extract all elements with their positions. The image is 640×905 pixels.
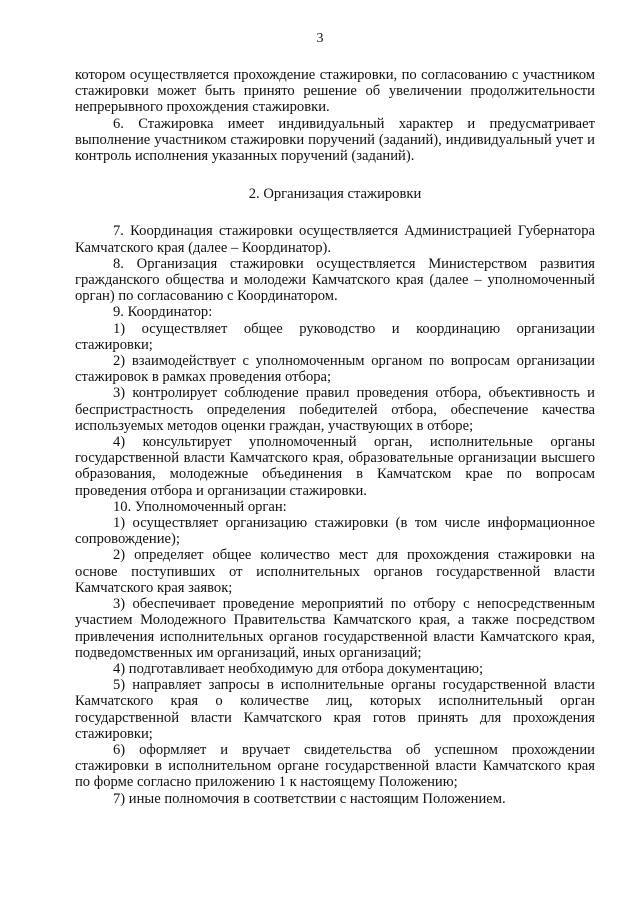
spacer [75,164,595,186]
list-item-9-1: 1) осуществляет общее руководство и координацию организации стажировки; [75,320,595,353]
list-item-10-1: 1) осуществляет организацию стажировки (в том числе информационное сопровождение); [75,515,595,548]
paragraph-item-6: 6. Стажировка имеет индивидуальный характер и предусматривает выполнение участником стажировки поручений (заданий), индивидуальный учет и контроль исполнения указанных поручений (заданий). [75,115,595,165]
section-heading: 2. Организация стажировки [248,186,422,203]
list-item-10-3: 3) обеспечивает проведение мероприятий по отбору с непосредственным участием Молодежного Правительства Камчатского края, а также посредством привлечения исполнительных органов государственной власти Камчатского края, подведомственных им организаций, иных организаций; [75,596,595,661]
paragraph-continuation: котором осуществляется прохождение стажировки, по согласованию с участником стажировки может быть принято решение об увеличении продолжительности непрерывного прохождения стажировки. [75,67,595,116]
list-item-10-4: 4) подготавливает необходимую для отбора документацию; [113,660,484,677]
list-item-9-2: 2) взаимодействует с уполномоченным органом по вопросам организации стажировок в рамках проведения отбора; [75,353,595,386]
paragraph-item-8: 8. Организация стажировки осуществляется Министерством развития гражданского общества и молодежи Камчатского края (далее – уполномоченный орган) по согласованию с Координатором. [75,255,595,305]
list-item-10-2: 2) определяет общее количество мест для прохождения стажировки на основе поступивших от исполнительных органов государственной власти Камчатского края заявок; [75,547,595,596]
page-number: 3 [316,31,324,46]
list-item-9-3: 3) контролирует соблюдение правил проведения отбора, объективность и беспристрастность определения победителей отбора, обеспечение качества используемых методов оценки граждан, участвующих в отборе; [75,385,595,434]
list-item-10-5: 5) направляет запросы в исполнительные органы государственной власти Камчатского края о количестве лиц, которых исполнительный орган государственной власти Камчатского края готов принять для прохождения стажировки; [75,677,595,742]
spacer [75,202,595,223]
list-item-10-7: 7) иные полномочия в соответствии с настоящим Положением. [113,790,506,807]
list-item-9-4: 4) консультирует уполномоченный орган, исполнительные органы государственной власти Камчатского края, образовательные организации высшего образования, молодежные объединения в Камчатском крае по вопросам проведения отбора и организации стажировки. [75,434,595,499]
paragraph-item-7: 7. Координация стажировки осуществляется Администрацией Губернатора Камчатского края (далее – Координатор). [75,223,595,256]
paragraph-item-9: 9. Координатор: [113,304,213,321]
list-item-10-6: 6) оформляет и вручает свидетельства об успешном прохождении стажировки в исполнительном органе государственной власти Камчатского края по форме согласно приложению 1 к настоящему Положению; [75,741,595,791]
paragraph-item-10: 10. Уполномоченный орган: [113,498,287,515]
document-body [75,67,595,807]
